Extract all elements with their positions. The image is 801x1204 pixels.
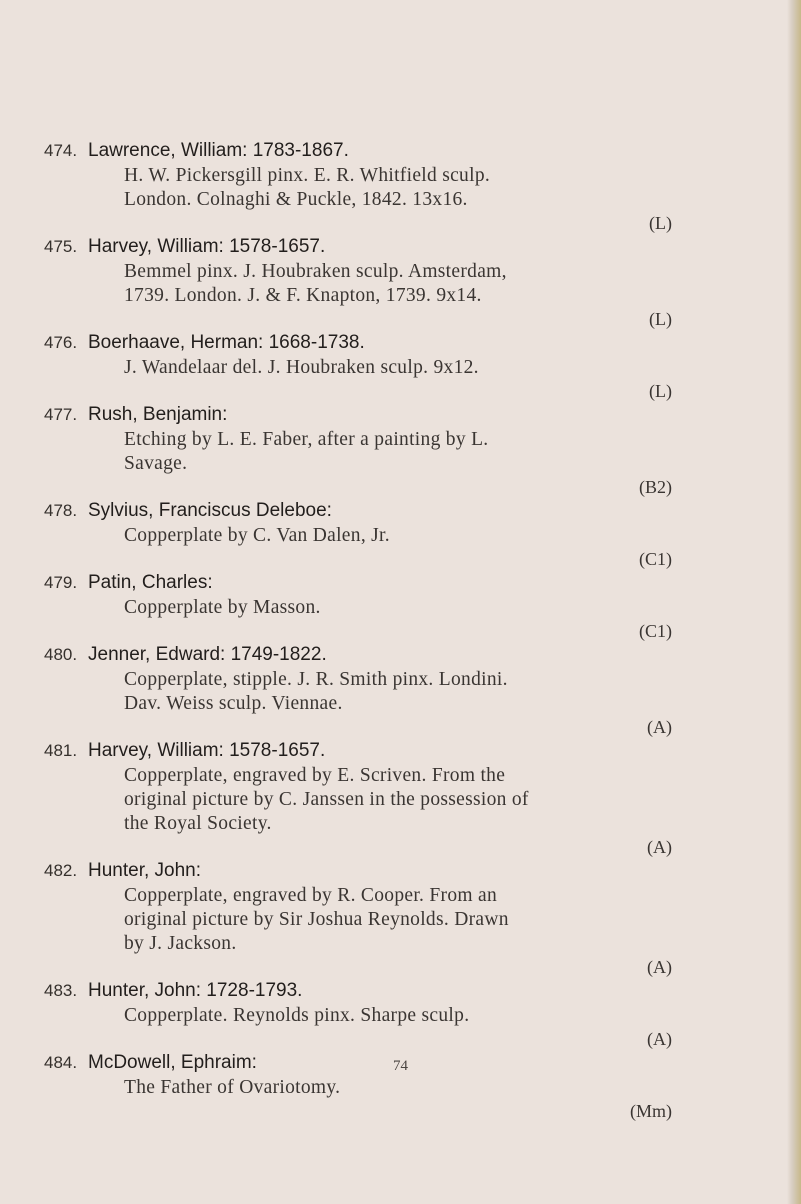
page-number: 74: [393, 1058, 408, 1074]
entry-code: (A): [647, 837, 672, 857]
entry-line: Copperplate by C. Van Dalen, Jr.: [124, 525, 390, 546]
catalogue-entry: [44, 402, 744, 498]
catalogue-entry: [44, 330, 744, 402]
entry-line: Bemmel pinx. J. Houbraken sculp. Amsterdam,: [124, 261, 507, 282]
catalogue-entry: [44, 978, 744, 1050]
entry-heading: Lawrence, William: 1783-1867.: [88, 140, 349, 161]
entry-number: 484.: [44, 1053, 78, 1072]
entry-line: the Royal Society.: [124, 813, 272, 834]
entry-number: 479.: [44, 573, 78, 592]
catalogue-entry: [44, 858, 744, 978]
entry-number: 482.: [44, 861, 78, 880]
entry-number: 476.: [44, 333, 78, 352]
entry-code: (C1): [639, 549, 672, 569]
entry-code: (A): [647, 1029, 672, 1049]
page-edge-shadow: [787, 0, 801, 1204]
catalogue-entry: [44, 642, 744, 738]
entry-heading: Sylvius, Franciscus Deleboe:: [88, 500, 332, 521]
entry-heading: Rush, Benjamin:: [88, 404, 228, 425]
entry-code: (L): [649, 213, 672, 233]
entry-heading: Boerhaave, Herman: 1668-1738.: [88, 332, 365, 353]
entry-heading: Patin, Charles:: [88, 572, 213, 593]
entry-line: Copperplate, stipple. J. R. Smith pinx. Londini.: [124, 669, 508, 690]
entry-heading: Jenner, Edward: 1749-1822.: [88, 644, 327, 665]
entry-line: Copperplate, engraved by R. Cooper. From an: [124, 885, 498, 906]
entry-line: original picture by C. Janssen in the possession of: [124, 789, 529, 810]
entry-number: 483.: [44, 981, 78, 1000]
entry-code: (A): [647, 957, 672, 977]
entry-line: by J. Jackson.: [124, 933, 237, 954]
entry-code: (L): [649, 309, 672, 329]
catalogue-entry: [44, 138, 744, 234]
entry-code: (Mm): [630, 1101, 672, 1121]
entry-heading: McDowell, Ephraim:: [88, 1052, 257, 1073]
catalogue-entry: [44, 738, 744, 858]
entry-code: (C1): [639, 621, 672, 641]
catalogue-entries: [44, 138, 744, 1122]
entry-number: 474.: [44, 141, 78, 160]
entry-line: H. W. Pickersgill pinx. E. R. Whitfield sculp.: [124, 165, 491, 186]
entry-heading: Hunter, John: 1728-1793.: [88, 980, 303, 1001]
entry-heading: Harvey, William: 1578-1657.: [88, 740, 326, 761]
entry-number: 480.: [44, 645, 78, 664]
entry-heading: Hunter, John:: [88, 860, 202, 881]
entry-line: Copperplate, engraved by E. Scriven. From the: [124, 765, 506, 786]
catalogue-entry: [44, 570, 744, 642]
entry-number: 475.: [44, 237, 78, 256]
entry-line: Copperplate. Reynolds pinx. Sharpe sculp.: [124, 1005, 470, 1026]
entry-code: (L): [649, 381, 672, 401]
catalogue-entry: [44, 234, 744, 330]
entry-line: Copperplate by Masson.: [124, 597, 321, 618]
catalogue-entry: [44, 498, 744, 570]
entry-line: London. Colnaghi & Puckle, 1842. 13x16.: [124, 189, 468, 210]
entry-number: 481.: [44, 741, 78, 760]
entry-line: The Father of Ovariotomy.: [124, 1077, 341, 1098]
entry-code: (A): [647, 717, 672, 737]
entry-line: J. Wandelaar del. J. Houbraken sculp. 9x12.: [124, 357, 479, 378]
entry-line: Dav. Weiss sculp. Viennae.: [124, 693, 343, 714]
entry-number: 477.: [44, 405, 78, 424]
entry-line: Etching by L. E. Faber, after a painting by L.: [124, 429, 489, 450]
entry-line: Savage.: [124, 453, 188, 474]
entry-code: (B2): [639, 477, 672, 497]
entry-line: original picture by Sir Joshua Reynolds. Drawn: [124, 909, 509, 930]
entry-heading: Harvey, William: 1578-1657.: [88, 236, 326, 257]
entry-line: 1739. London. J. & F. Knapton, 1739. 9x14.: [124, 285, 482, 306]
entry-number: 478.: [44, 501, 78, 520]
